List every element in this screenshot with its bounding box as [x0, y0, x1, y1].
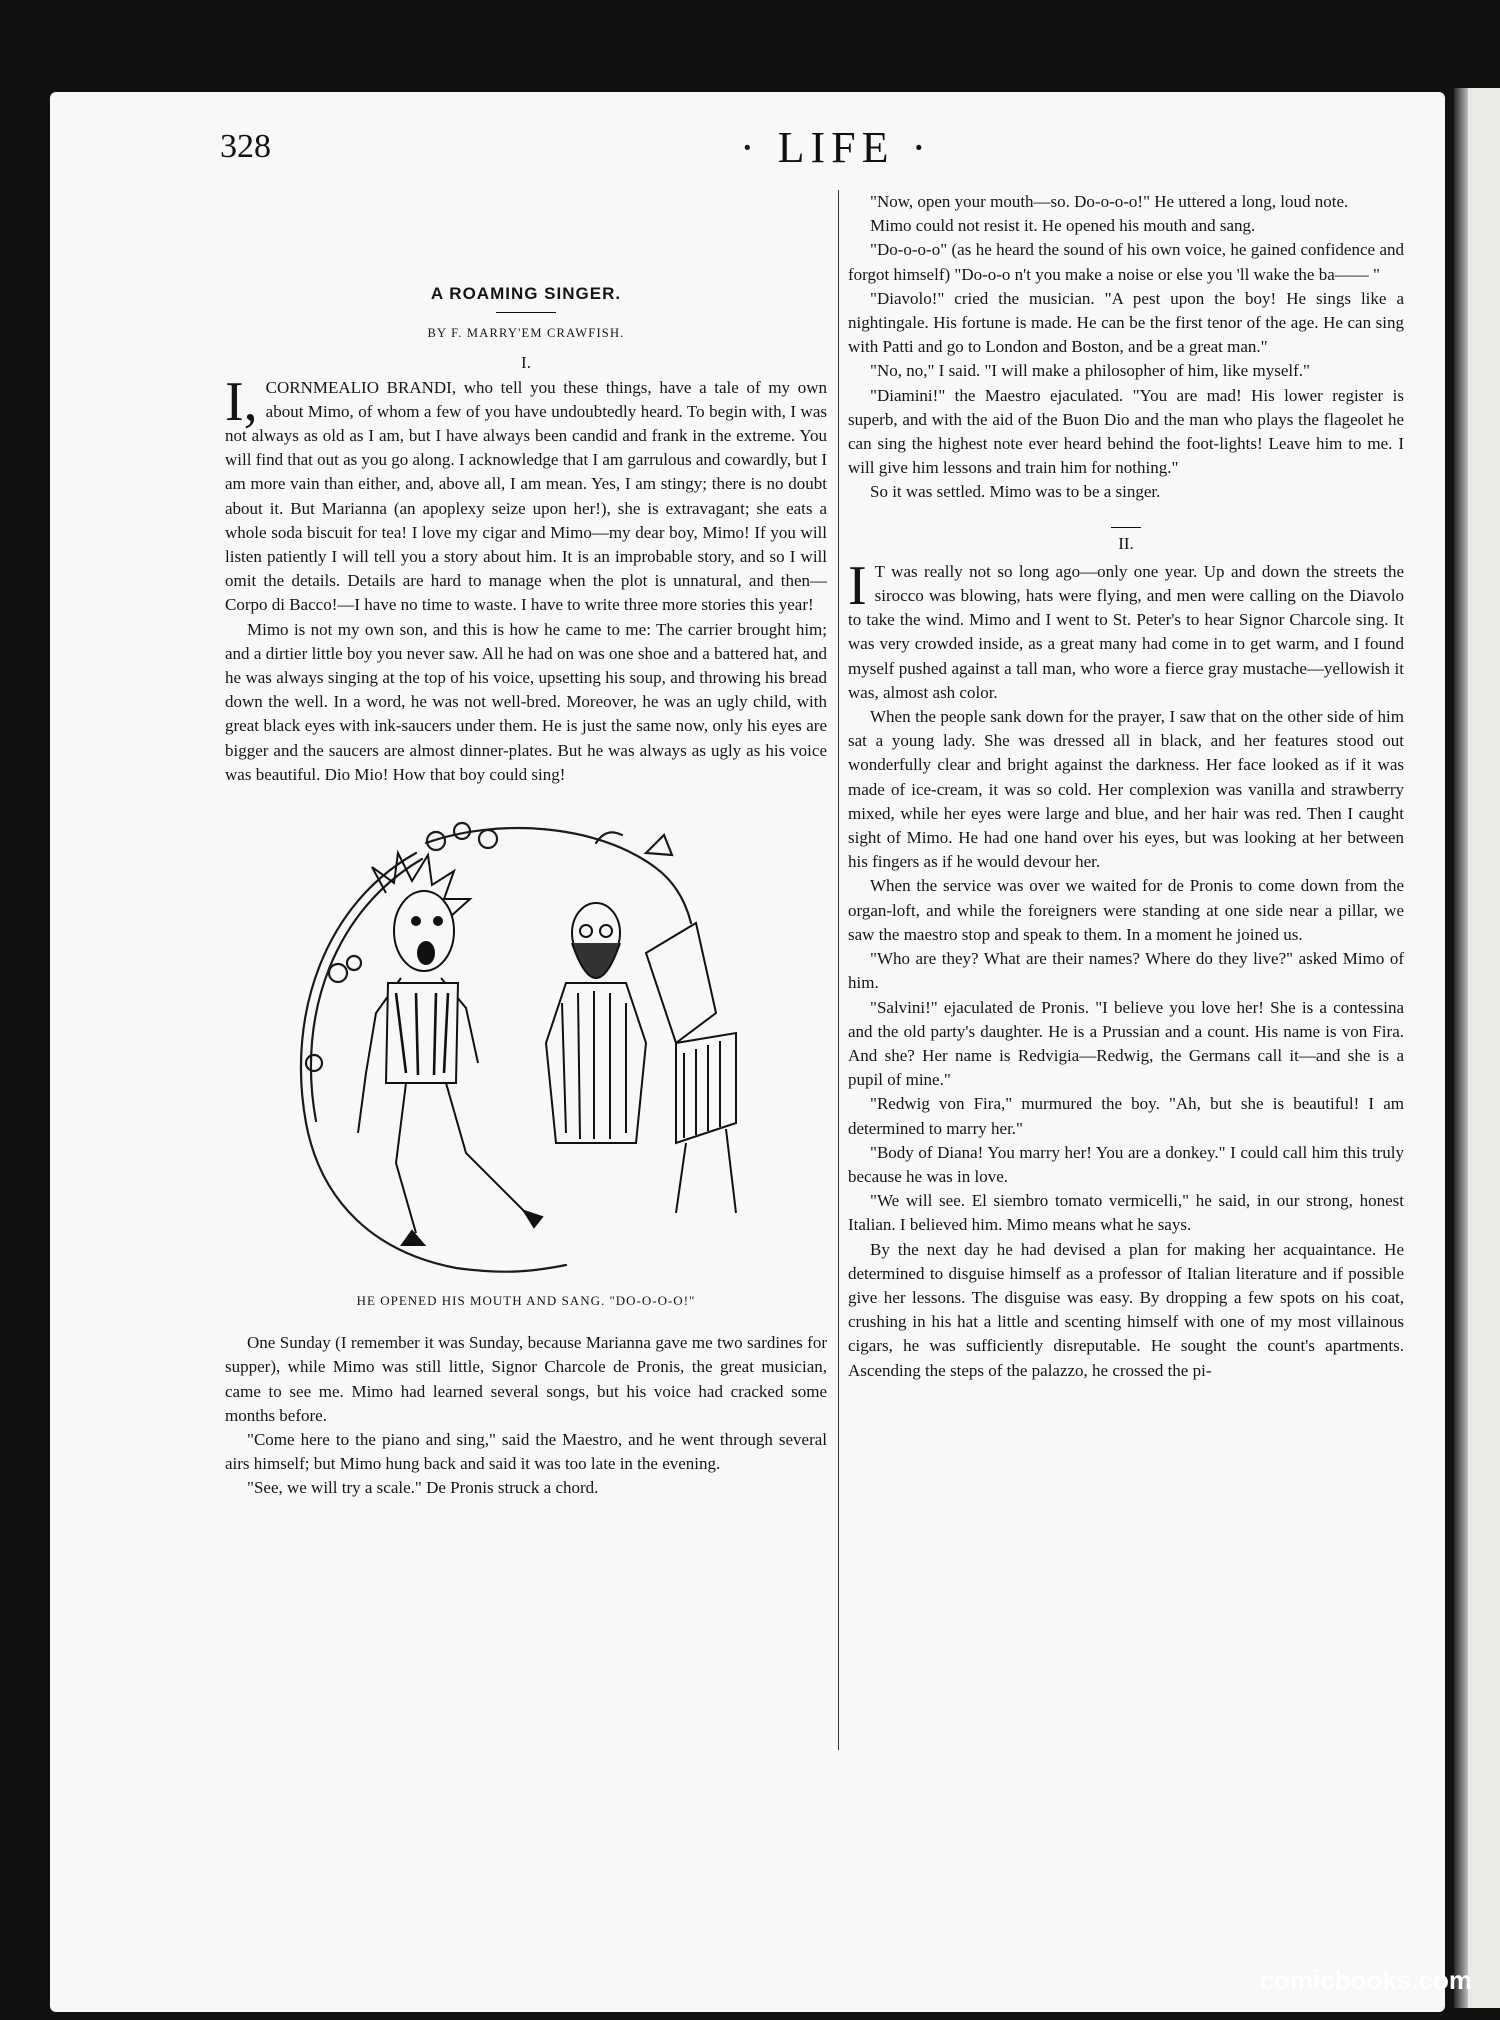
drop-cap: I: [848, 554, 867, 617]
paragraph: "Who are they? What are their names? Where do they live?" asked Mimo of him.: [848, 949, 1404, 993]
drop-cap: I,: [225, 370, 258, 433]
paragraph: Mimo could not resist it. He opened his mouth and sang.: [870, 216, 1256, 236]
byline: BY F. MARRY'EM CRAWFISH.: [427, 326, 625, 341]
illustration-singer-at-piano: [266, 813, 786, 1283]
paragraph: By the next day he had devised a plan for making her acquaintance. He determined to disguise himself as a professor of Italian literature and if possible give her lessons. The disguise was easy. By dropping a few spots on his coat, crushing in his hat a little and scenting himself with one of my most villainous cigars, he was sufficiently disreputable. He sought the count's apartments. Ascending the steps of the palazzo, he crossed the pi-: [848, 1239, 1404, 1380]
paragraph: "See, we will try a scale." De Pronis struck a chord.: [247, 1478, 599, 1498]
left-column: [225, 190, 827, 1501]
masthead: · LIFE ·: [740, 123, 933, 172]
paragraph: "Salvini!" ejaculated de Pronis. "I believe you love her! She is a contessina and the old party's daughter. He is a Prussian and a count. His name is von Fira. And she? Her name is Redvigia—Redwig, the Germans call it—and she is a pupil of mine.": [848, 997, 1404, 1090]
paragraph: "Diavolo!" cried the musician. "A pest upon the boy! He sings like a nightingale. His fortune is made. He can be the first tenor of the age. He can sing with Patti and go to London and Boston, and be a great man.": [848, 288, 1404, 357]
page-number: 328: [220, 128, 271, 165]
paragraph: When the service was over we waited for de Pronis to come down from the organ-loft, and while the foreigners were standing at one side near a pillar, we saw the maestro stop and speak to them. In a moment he joined us.: [848, 876, 1404, 944]
adjacent-page-edge: [1448, 88, 1500, 2008]
paragraph: "Diamini!" the Maestro ejaculated. "You are mad! His lower register is superb, and with the aid of the Buon Dio and the man who plays the flageolet he can sing the highest note ever heard behind the foot-lights! Leave him to me. I will give him lessons and train him for nothing.": [848, 385, 1404, 478]
paragraph: When the people sank down for the prayer, I saw that on the other side of him sat a young lady. She was dressed all in black, and her features stood out wonderfully clear and bright against the darkness. Her face looked as if it was made of ice-cream, it was so cold. Her complexion was vanilla and strawberry mixed, while her eyes were large and blue, and her hair was red. Then I caught sight of Mimo. He had one hand over his eyes, but was looking at her between his fingers as if he would devour her.: [848, 707, 1404, 872]
right-column: [848, 190, 1404, 1383]
section-break: [848, 527, 1404, 556]
paragraph: I T was really not so long ago—only one year. Up and down the streets the sirocco was blowing, hats were flying, and men were calling on the Diavolo to take the wind. Mimo and I went to St. Peter's to hear Signor Charcole sing. It was very crowded inside, as a great many had come in to get warm, and I found myself pushed against a tall man, who wore a fierce gray mustache—yellowish it was, almost ash color.: [848, 554, 1404, 702]
paragraph: One Sunday (I remember it was Sunday, because Marianna gave me two sardines for supper), while Mimo was still little, Signor Charcole de Pronis, the great musician, came to see me. Mimo had learned several songs, but his voice had cracked some months before.: [225, 1333, 827, 1425]
column-rule: [838, 190, 839, 1750]
paragraph: Mimo is not my own son, and this is how he came to me: The carrier brought him; and a dirtier little boy you never saw. All he had on was one shoe and a battered hat, and he was always singing at the top of his voice, upsetting his soup, and throwing his bread down the well. In a word, he was not well-bred. Moreover, he was an ugly child, with great black eyes with ink-saucers under them. He is just the same now, only his eyes are bigger and the saucers are almost dinner-plates. But he was always as ugly as his voice was beautiful. Dio Mio! How that boy could sing!: [225, 619, 827, 784]
paragraph: "We will see. El siembro tomato vermicelli," he said, in our strong, honest Italian. I believed him. Mimo means what he says.: [848, 1191, 1404, 1235]
paragraph: "Come here to the piano and sing," said the Maestro, and he went through several airs himself; but Mimo hung back and said it was too late in the evening.: [225, 1430, 827, 1474]
paragraph: "Body of Diana! You marry her! You are a donkey." I could call him this truly because he was in love.: [848, 1142, 1404, 1186]
page-header: [220, 123, 1410, 188]
paragraph: "Redwig von Fira," murmured the boy. "Ah, but she is beautiful! I am determined to marry her.": [848, 1094, 1404, 1138]
paragraph: So it was settled. Mimo was to be a singer.: [870, 482, 1161, 502]
article-title: A ROAMING SINGER.: [430, 284, 622, 303]
section-number-2: II.: [1118, 533, 1134, 553]
section-number-1: I.: [521, 353, 531, 373]
paragraph: "No, no," I said. "I will make a philosopher of him, like myself.": [870, 361, 1310, 381]
paragraph: I, CORNMEALIO BRANDI, who tell you these things, have a tale of my own about Mimo, of whom a few of you have undoubtedly heard. To begin with, I was not always as old as I am, but I have always been candid and frank in the extreme. You will find that out as you go along. I acknowledge that I am garrulous and cowardly, but I am more vain than either, and, above all, I am mean. Yes, I am stingy; there is no doubt about it. But Marianna (an apoplexy seize upon her!), she is extravagant; she eats a whole soda biscuit for tea! I love my cigar and Mimo—my dear boy, Mimo! If you will listen patiently I will tell you a story about him. It is an improbable story, and so I will omit the details. Details are hard to manage when the plot is unnatural, and then—Corpo di Bacco!—I have no time to waste. I have to write three more stories this year!: [225, 370, 827, 615]
title-rule: [496, 312, 556, 313]
paragraph: "Do-o-o-o" (as he heard the sound of his own voice, he gained confidence and forgot himself) "Do-o-o n't you make a noise or else you 'll wake the ba—— ": [848, 240, 1404, 284]
illustration-caption: HE OPENED HIS MOUTH AND SANG. "DO-O-O-O!": [356, 1293, 696, 1309]
paragraph: "Now, open your mouth—so. Do-o-o-o!" He uttered a long, loud note.: [870, 192, 1349, 211]
watermark: comicbooks.com: [1259, 1965, 1472, 1995]
